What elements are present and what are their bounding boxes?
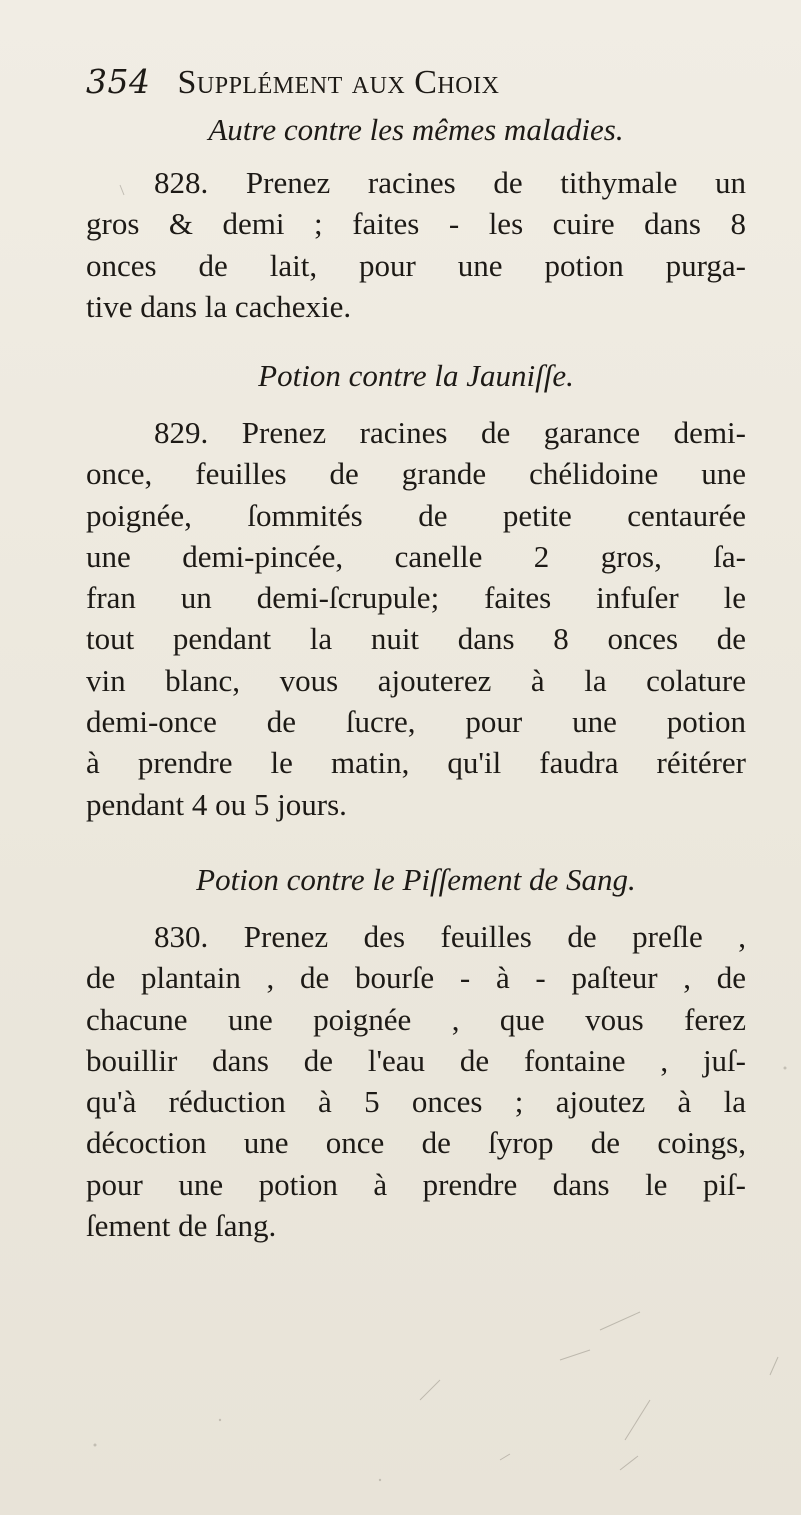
section-heading: Potion contre la Jauniſſe. [258, 358, 574, 393]
text-line: gros & demi ; faites - les cuire dans 8 [86, 206, 746, 242]
text-line: tive dans la cachexie. [86, 288, 352, 324]
paragraph-828 [86, 162, 746, 327]
section-828 [86, 112, 746, 148]
section-heading: Potion contre le Piſſement de Sang. [196, 862, 636, 897]
running-head [86, 62, 499, 102]
text-line: pendant 4 ou 5 jours. [86, 786, 347, 822]
text-line: chacune une poignée , que vous ferez [86, 1001, 746, 1037]
text-line: vin blanc, vous ajouterez à la colature [86, 662, 746, 698]
text-line: qu'à réduction à 5 onces ; ajoutez à la [86, 1084, 746, 1120]
entry-number: 828. [154, 165, 209, 200]
text-line: une demi-pincée, canelle 2 gros, ſa- [86, 538, 746, 574]
entry-number: 829. [154, 415, 209, 450]
text-line: onces de lait, pour une potion purga- [86, 247, 746, 283]
text-line: 828. Prenez racines de tithymale un [86, 162, 746, 203]
text-line: 830. Prenez des feuilles de preſle , [86, 916, 746, 957]
text-line: à prendre le matin, qu'il faudra réitérer [86, 745, 746, 781]
text-line: pour une potion à prendre dans le piſ- [86, 1166, 746, 1202]
entry-number: 830. [154, 919, 209, 954]
text-line: de plantain , de bourſe - à - paſteur , de [86, 960, 746, 996]
page-number: 354 [86, 62, 151, 101]
paragraph-830 [86, 916, 746, 1246]
text-line: tout pendant la nuit dans 8 onces de [86, 621, 746, 657]
section-829 [86, 358, 746, 394]
text-line: poignée, ſommités de petite centaurée [86, 497, 746, 533]
paragraph-829 [86, 412, 746, 825]
text-line: bouillir dans de l'eau de fontaine , juſ- [86, 1042, 746, 1078]
section-heading: Autre contre les mêmes maladies. [208, 112, 624, 147]
running-head-title: Supplément aux Choix [177, 64, 500, 101]
text-line: once, feuilles de grande chélidoine une [86, 456, 746, 492]
text-line: demi-once de ſucre, pour une potion [86, 704, 746, 740]
text-line: ſement de ſang. [86, 1208, 277, 1244]
text-line: fran un demi-ſcrupule; faites infuſer le [86, 580, 746, 616]
text-line: 829. Prenez racines de garance demi- [86, 412, 746, 453]
section-830 [86, 862, 746, 898]
text-line: décoction une once de ſyrop de coings, [86, 1125, 746, 1161]
